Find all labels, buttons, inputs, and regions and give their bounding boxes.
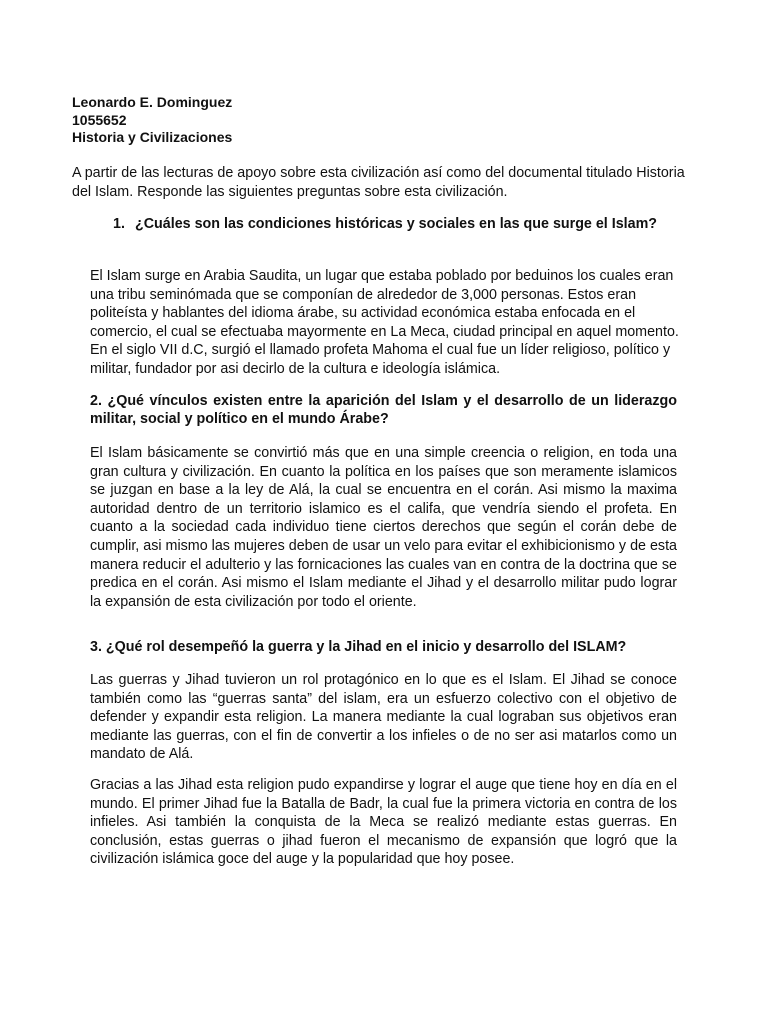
answer-3-paragraph-1: Las guerras y Jihad tuvieron un rol protagónico en lo que es el Islam. El Jihad se conoce también como las “guerras santa” del islam, era un esfuerzo colectivo con el objetivo de defender y expandir esta religion. La manera mediante la cual lograban sus objetivos eran mediante las guerras, con el fin de convertir a los infieles o de no ser asi matarlos como un mandato de Alá. bbox=[90, 672, 677, 763]
student-id: 1055652 bbox=[72, 111, 127, 128]
answer-2: El Islam básicamente se convirtió más que en una simple creencia o religion, en toda una gran cultura y civilización. En cuanto la política en los países que son meramente islamicos se juzgan en base a la ley de Alá, la cual se encuentra en el corán. Asi mismo la maxima autoridad dentro de un territorio islamico es el califa, que vendría siendo el profeta. En cuanto a la sociedad cada individuo tiene ciertos derechos que según el corán debe de cumplir, asi mismo las mujeres deben de usar un velo para evitar el exhibicionismo y de esta manera reducir el adulterio y las fornicaciones las cuales van en contra de la doctrina que se predica en el corán. Asi mismo el Islam mediante el Jihad y el desarrollo militar pudo lograr la expansión de esta civilización por todo el oriente. bbox=[90, 445, 677, 610]
answer-3-paragraph-2: Gracias a las Jihad esta religion pudo expandirse y lograr el auge que tiene hoy en día en el mundo. El primer Jihad fue la Batalla de Badr, la cual fue la primera victoria en contra de los infieles. Asi también la conquista de la Meca se realizó mediante estas guerras. En conclusión, estas guerras o jihad fueron el mecanismo de expansión que logró que la civilización islámica goce del auge y la popularidad que hoy posee. bbox=[90, 777, 677, 868]
question-2: 2. ¿Qué vínculos existen entre la aparición del Islam y el desarrollo de un liderazgo militar, social y político en el mundo Árabe? bbox=[90, 393, 677, 428]
course-name: Historia y Civilizaciones bbox=[72, 129, 233, 145]
intro-paragraph: A partir de las lecturas de apoyo sobre esta civilización así como del documental titulado Historia del Islam. Responde las siguientes preguntas sobre esta civilización. bbox=[72, 165, 685, 200]
question-1 bbox=[113, 215, 677, 233]
answer-1: El Islam surge en Arabia Saudita, un lugar que estaba poblado por beduinos los cuales eran una tribu seminómada que se componían de alrededor de 3,000 personas. Estos eran politeísta y hablantes del idioma árabe, su actividad económica estaba enfocada en el comercio, el cual se efectuaba mayormente en La Meca, ciudad principal en aquel momento. En el siglo VII d.C, surgió el llamado profeta Mahoma el cual fue un líder religioso, político y militar, fundador por asi decirlo de la cultura e ideología islámica. bbox=[90, 268, 679, 377]
question-3: 3. ¿Qué rol desempeñó la guerra y la Jihad en el inicio y desarrollo del ISLAM? bbox=[90, 639, 627, 655]
document-header bbox=[72, 94, 232, 147]
author-name: Leonardo E. Dominguez bbox=[72, 94, 233, 110]
question-1-number: 1. bbox=[113, 216, 125, 232]
question-1-text: ¿Cuáles son las condiciones históricas y sociales en las que surge el Islam? bbox=[135, 216, 658, 232]
